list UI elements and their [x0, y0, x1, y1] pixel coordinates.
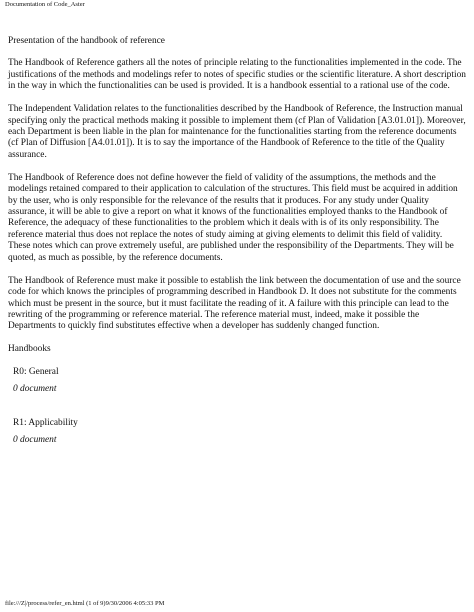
handbook-document-count: 0 document [13, 434, 57, 445]
paragraph-4: The Handbook of Reference must make it possible to establish the link between the documentation of use and the source code for which knows the principles of programming described in Handbook D. It does not substitute for the comments which must be present in the source, but it must facilitate the reading of it. A failure with this principle can lead to the rewriting of the programming or reference material. The reference material must, indeed, make it possible the Departments to quickly find substitutes effective when a developer has suddenly changed function. [8, 275, 461, 332]
paragraph-3: The Handbook of Reference does not define however the field of validity of the assumptions, the methods and the modelings retained compared to their application to calculation of the structures. This field must be acquired in addition by the user, who is only responsible for the relevance of the results that it produces. For any study under Quality assurance, it will be able to give a report on what it knows of the functionalities employed thanks to the Handbook of Reference, the adequacy of these functionalities to the problem which it deals with is of its only responsibility. The reference material thus does not replace the notes of study aiming at giving elements to delimit this field of validity. These notes which can prove extremely useful, are published under the responsibility of the Departments. They will be quoted, as much as possible, by the reference documents. [8, 172, 458, 263]
paragraph-1: The Handbook of Reference gathers all the notes of principle relating to the functionalities implemented in the code. The justifications of the methods and modelings refer to notes of specific studies or the scientific literature. A short description in the way in which the functionalities can be used is provided. It is a handbook essential to a rational use of the code. [8, 58, 466, 92]
document-heading: Presentation of the handbook of reference [8, 36, 165, 46]
paragraph-2: The Independent Validation relates to the functionalities described by the Handbook of Reference, the Instruction manual specifying only the practical methods making it possible to implement them (cf Plan of Validation [A3.01.01]). Moreover, each Department is been liable in the plan for maintenance for the functionalities starting from the reference documents (cf Plan of Diffusion [A4.01.01]). It is to say the importance of the Handbook of Reference to the title of the Quality assurance. [8, 104, 466, 160]
print-footer-url: file:///Z|/process/refer_en.html (1 of 9)9/30/2006 4:05:33 PM [5, 600, 165, 607]
handbooks-heading: Handbooks [8, 344, 51, 355]
handbook-link-r1[interactable]: R1: Applicability [13, 418, 78, 429]
handbook-document-count: 0 document [13, 383, 57, 394]
handbook-entry [8, 367, 466, 395]
handbook-link-r0[interactable]: R0: General [13, 367, 59, 378]
handbook-entry [8, 418, 466, 446]
document-body [8, 36, 466, 469]
print-header-title: Documentation of Code_Aster [5, 1, 85, 8]
